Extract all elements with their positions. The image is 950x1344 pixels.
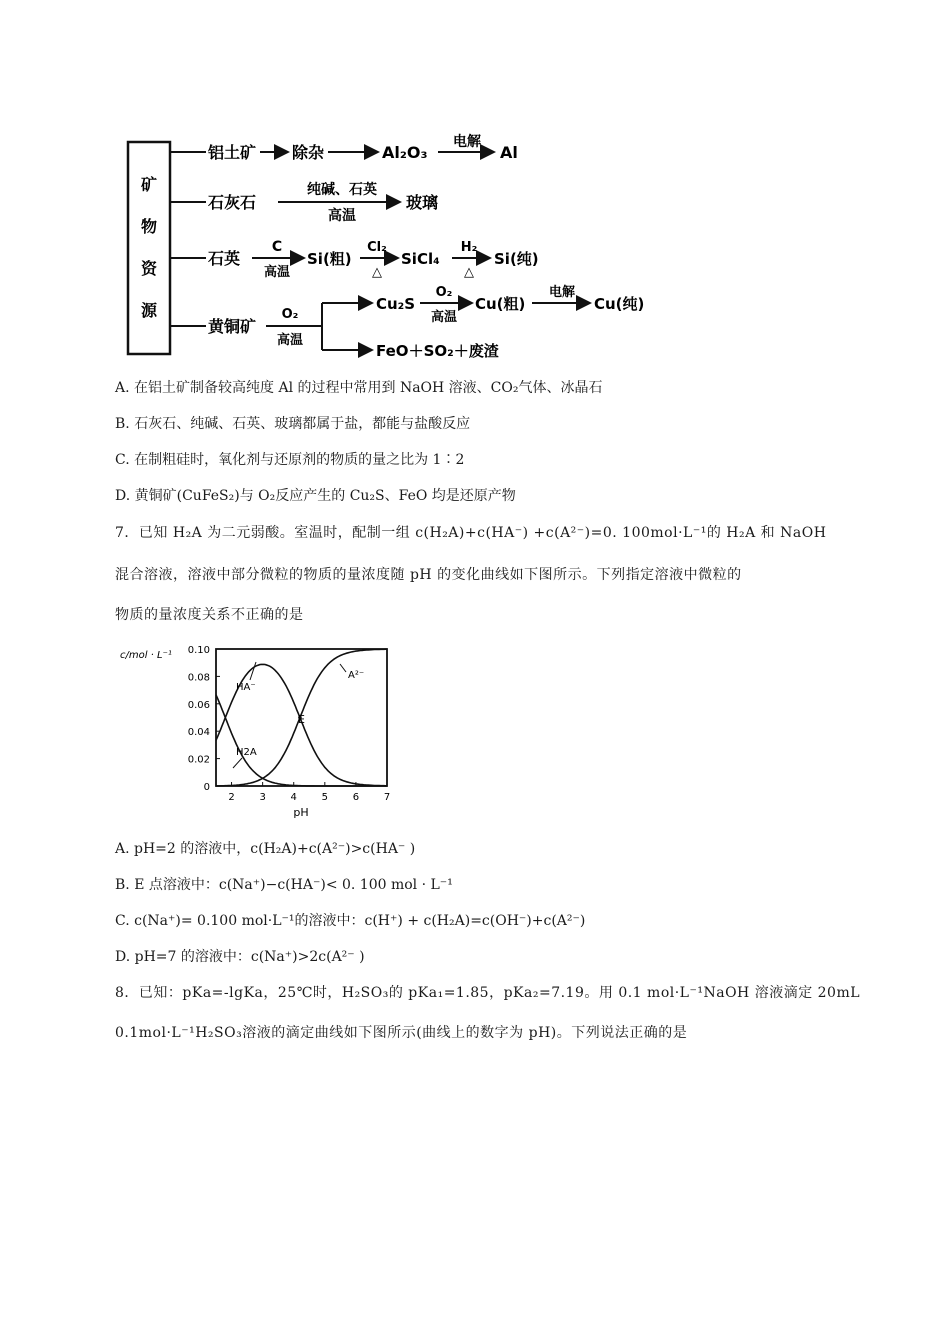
x-tick-label: 2 bbox=[228, 792, 235, 803]
concentration-ph-chart bbox=[110, 636, 410, 821]
quartz-label: 石英 bbox=[208, 249, 241, 268]
q8-stem-line1: 8．已知：pKa=-lgKa，25℃时，H₂SO₃的 pKa₁=1.85，pKa₂=7.19。用 0.1 mol·L⁻¹NaOH 溶液滴定 20mL bbox=[115, 985, 861, 1001]
y-tick-label: 0 bbox=[203, 782, 210, 793]
c-label: C bbox=[271, 239, 283, 255]
box-char: 源 bbox=[140, 301, 158, 320]
o2-label: O₂ bbox=[281, 307, 299, 322]
q7-option-d: D. pH=7 的溶液中：c(Na⁺)>2c(A²⁻ ) bbox=[115, 949, 365, 965]
high-temp-label: 高温 bbox=[263, 265, 291, 280]
resource-box bbox=[128, 142, 170, 354]
q6-option-b: B. 石灰石、纯碱、石英、玻璃都属于盐，都能与盐酸反应 bbox=[115, 416, 471, 432]
soda-quartz-label: 纯碱、石英 bbox=[307, 182, 377, 198]
box-char: 资 bbox=[140, 259, 158, 278]
a2-minus-pointer bbox=[340, 664, 346, 672]
h2a-curve bbox=[216, 695, 387, 786]
high-temp-label: 高温 bbox=[276, 333, 304, 348]
h2a-label: H2A bbox=[236, 747, 257, 758]
a2-minus-label: A²⁻ bbox=[348, 670, 365, 681]
q7-stem-line3: 物质的量浓度关系不正确的是 bbox=[115, 607, 304, 623]
mineral-resources-diagram bbox=[110, 120, 670, 365]
impurity-removal-label: 除杂 bbox=[292, 143, 325, 162]
chalcopyrite-label: 黄铜矿 bbox=[208, 317, 257, 336]
point-e-label: E bbox=[298, 713, 305, 726]
x-axis-label: pH bbox=[293, 806, 309, 819]
heat-symbol: △ bbox=[464, 265, 474, 280]
x-tick-label: 3 bbox=[259, 792, 266, 803]
q7-option-c: C. c(Na⁺)= 0.100 mol·L⁻¹的溶液中：c(H⁺) + c(H₂A)=c(OH⁻)+c(A²⁻) bbox=[115, 913, 586, 929]
x-tick-label: 6 bbox=[352, 792, 360, 803]
x-tick-label: 7 bbox=[383, 792, 391, 803]
y-tick-label: 0.08 bbox=[187, 672, 210, 684]
high-temp-label: 高温 bbox=[430, 310, 458, 325]
x-tick-label: 4 bbox=[290, 792, 297, 803]
glass-label: 玻璃 bbox=[406, 193, 439, 212]
pure-si-label: Si(纯) bbox=[494, 250, 539, 268]
q7-option-a: A. pH=2 的溶液中，c(H₂A)+c(A²⁻)>c(HA⁻ ) bbox=[115, 841, 416, 857]
o2-label: O₂ bbox=[435, 285, 453, 300]
h2a-pointer bbox=[233, 758, 242, 768]
y-tick-label: 0.02 bbox=[187, 754, 210, 766]
h2-label: H₂ bbox=[460, 240, 478, 255]
pure-cu-label: Cu(纯) bbox=[594, 295, 645, 313]
q8-stem-line2: 0.1mol·L⁻¹H₂SO₃溶液的滴定曲线如下图所示(曲线上的数字为 pH)。下列说法正确的是 bbox=[115, 1025, 688, 1041]
y-tick-label: 0.10 bbox=[187, 645, 210, 656]
q7-option-b: B. E 点溶液中：c(Na⁺)−c(HA⁻)< 0. 100 mol · L⁻¹ bbox=[115, 877, 453, 893]
ha-minus-pointer bbox=[250, 662, 256, 680]
heat-symbol: △ bbox=[372, 265, 382, 280]
y-tick-label: 0.04 bbox=[187, 727, 210, 739]
sicl4-label: SiCl₄ bbox=[401, 250, 440, 268]
y-tick-label: 0.06 bbox=[187, 699, 210, 711]
y-axis-label: c/mol · L⁻¹ bbox=[120, 650, 172, 661]
box-char: 物 bbox=[140, 217, 158, 236]
electrolysis-label: 电解 bbox=[548, 285, 576, 300]
cu2s-label: Cu₂S bbox=[376, 295, 416, 313]
bauxite-label: 铝土矿 bbox=[208, 143, 257, 162]
box-char: 矿 bbox=[140, 175, 158, 194]
electrolysis-label: 电解 bbox=[453, 134, 481, 150]
x-tick-label: 5 bbox=[321, 792, 329, 803]
q6-option-c: C. 在制粗硅时，氧化剂与还原剂的物质的量之比为 1∶2 bbox=[115, 452, 465, 468]
q7-stem-line1: 7．已知 H₂A 为二元弱酸。室温时，配制一组 c(H₂A)+c(HA⁻) +c(A²⁻)=0. 100mol·L⁻¹的 H₂A 和 NaOH bbox=[115, 525, 827, 541]
byproduct-label: FeO＋SO₂＋废渣 bbox=[376, 342, 499, 360]
q6-option-d: D. 黄铜矿(CuFeS₂)与 O₂反应产生的 Cu₂S、FeO 均是还原产物 bbox=[115, 488, 516, 504]
cl2-label: Cl₂ bbox=[367, 240, 387, 255]
ha-minus-label: HA⁻ bbox=[236, 682, 256, 693]
crude-cu-label: Cu(粗) bbox=[475, 295, 526, 313]
q7-stem-line2: 混合溶液，溶液中部分微粒的物质的量浓度随 pH 的变化曲线如下图所示。下列指定溶液中微粒的 bbox=[115, 567, 742, 583]
al-label: Al bbox=[500, 143, 518, 162]
q6-option-a: A. 在铝土矿制备较高纯度 Al 的过程中常用到 NaOH 溶液、CO₂气体、冰晶石 bbox=[115, 380, 603, 396]
crude-si-label: Si(粗) bbox=[307, 250, 352, 268]
al2o3-label: Al₂O₃ bbox=[382, 143, 428, 162]
limestone-label: 石灰石 bbox=[208, 193, 257, 212]
high-temp-label: 高温 bbox=[328, 208, 356, 224]
